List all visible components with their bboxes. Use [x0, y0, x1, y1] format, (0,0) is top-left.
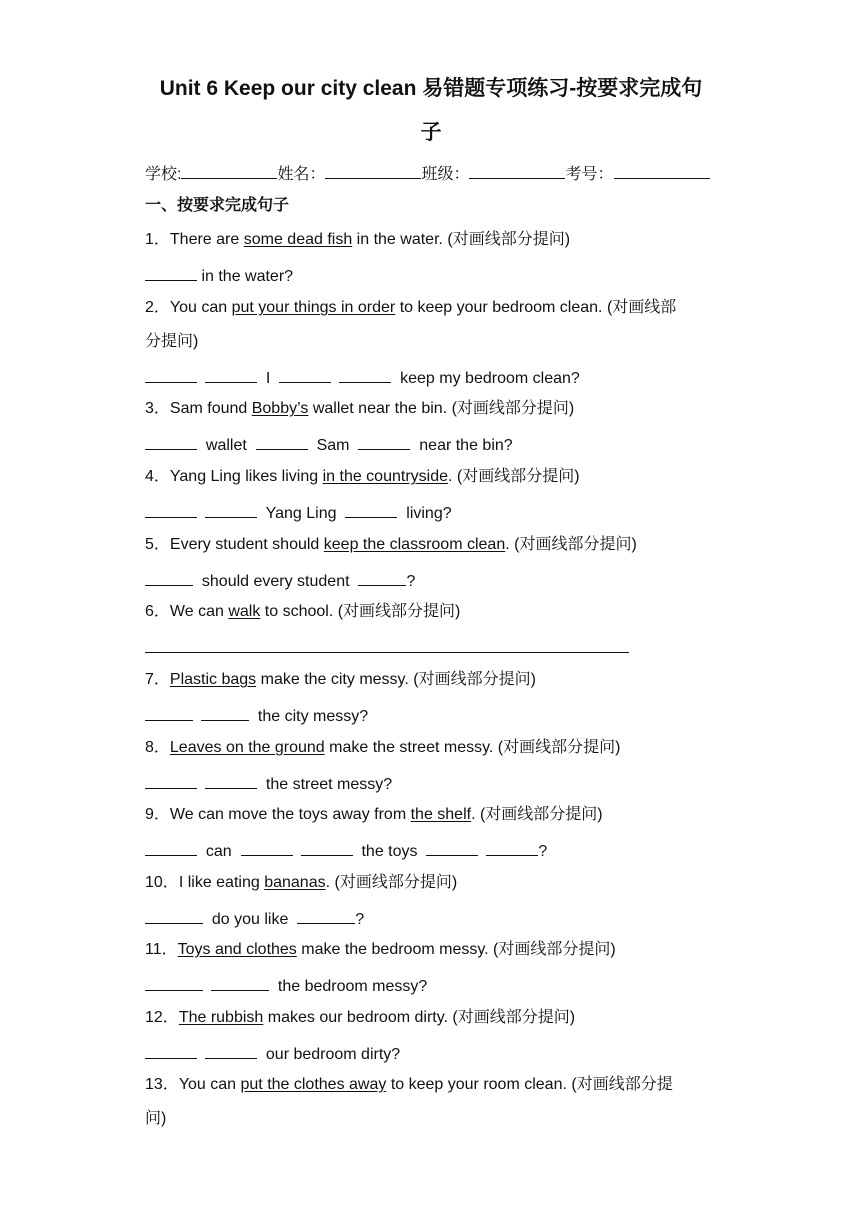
underlined-phrase: Leaves on the ground	[169, 739, 325, 756]
question-6: 6．We can walk to school. (对画线部分提问)	[145, 603, 461, 620]
question-instruction: (对画线部分提问)	[497, 739, 621, 756]
underlined-phrase: some dead fish	[243, 231, 353, 248]
answer-4: Yang Ling living?	[145, 503, 452, 522]
question-instruction: (对画线部分提问)	[413, 671, 536, 688]
underlined-phrase: bananas	[264, 874, 326, 891]
underlined-phrase: Toys and clothes	[177, 941, 297, 958]
question-instruction: (对画线部分提问)	[337, 603, 461, 620]
answer-blank[interactable]	[297, 909, 355, 924]
answer-blank[interactable]	[145, 774, 197, 789]
answer-blank[interactable]	[211, 976, 269, 991]
question-instruction: (对画线部分提问)	[447, 231, 571, 248]
name-blank[interactable]	[325, 164, 421, 179]
answer-8: the street messy?	[145, 774, 392, 793]
answer-blank[interactable]	[205, 368, 257, 383]
underlined-phrase: put your things in order	[231, 299, 396, 316]
question-instruction: (对画线部分提问)	[456, 468, 580, 485]
underlined-phrase: in the countryside	[322, 468, 448, 485]
underlined-phrase: keep the classroom clean	[323, 536, 506, 553]
underlined-phrase: the shelf	[410, 806, 472, 823]
answer-12: our bedroom dirty?	[145, 1044, 400, 1063]
answer-1: in the water?	[145, 266, 293, 285]
answer-blank[interactable]	[205, 1044, 257, 1059]
exam-no-blank[interactable]	[614, 164, 710, 179]
answer-blank[interactable]	[301, 841, 353, 856]
answer-blank[interactable]	[145, 435, 197, 450]
answer-2: I keep my bedroom clean?	[145, 368, 580, 387]
answer-5: should every student ?	[145, 571, 415, 590]
answer-blank[interactable]	[145, 1044, 197, 1059]
section-heading: 一、按要求完成句子	[145, 197, 290, 214]
page-title: Unit 6 Keep our city clean 易错题专项练习-按要求完成句	[159, 77, 703, 100]
question-instruction: (对画线部分提问)	[452, 1009, 576, 1026]
answer-blank[interactable]	[256, 435, 308, 450]
answer-9: can the toys ?	[145, 841, 547, 860]
answer-blank[interactable]	[279, 368, 331, 383]
school-label: 学校:	[145, 166, 182, 183]
question-13: 13．You can put the clothes away to keep your room clean. (对画线部分提	[145, 1076, 673, 1093]
answer-7: the city messy?	[145, 706, 368, 725]
answer-blank[interactable]	[205, 503, 257, 518]
answer-6-line[interactable]	[145, 652, 629, 653]
answer-10: do you like ?	[145, 909, 364, 928]
answer-blank[interactable]	[145, 503, 197, 518]
question-instruction: (对画线部分提问)	[479, 806, 603, 823]
question-5: 5．Every student should keep the classroom clean. (对画线部分提问)	[145, 536, 637, 553]
answer-blank[interactable]	[426, 841, 478, 856]
question-4: 4．Yang Ling likes living in the countryside. (对画线部分提问)	[145, 468, 580, 485]
answer-blank[interactable]	[345, 503, 397, 518]
answer-blank[interactable]	[339, 368, 391, 383]
question-instruction: (对画线部	[606, 299, 677, 316]
question-instruction: (对画线部分提问)	[493, 941, 616, 958]
page-title-continued: 子	[420, 121, 442, 144]
answer-blank[interactable]	[486, 841, 538, 856]
question-12: 12．The rubbish makes our bedroom dirty. (对画线部分提问)	[145, 1009, 576, 1026]
answer-blank[interactable]	[145, 976, 203, 991]
question-2-continued: 分提问)	[145, 333, 199, 350]
exam-no-label: 考号：	[565, 166, 614, 183]
question-1: 1．There are some dead fish in the water. (对画线部分提问)	[145, 231, 571, 248]
question-7: 7．Plastic bags make the city messy. (对画线部分提问)	[145, 671, 536, 688]
answer-blank[interactable]	[358, 571, 406, 586]
underlined-phrase: Plastic bags	[169, 671, 257, 688]
question-10: 10．I like eating bananas. (对画线部分提问)	[145, 874, 458, 891]
answer-blank[interactable]	[358, 435, 410, 450]
answer-blank[interactable]	[145, 706, 193, 721]
question-9: 9．We can move the toys away from the shelf. (对画线部分提问)	[145, 806, 603, 823]
answer-3: wallet Sam near the bin?	[145, 435, 513, 454]
question-instruction: (对画线部分提问)	[334, 874, 458, 891]
question-13-continued: 问)	[145, 1110, 167, 1127]
question-instruction: (对画线部分提	[571, 1076, 673, 1093]
underlined-phrase: Bobby’s	[251, 400, 309, 417]
class-label: 班级：	[421, 166, 470, 183]
question-instruction: (对画线部分提问)	[451, 400, 575, 417]
student-info-row	[145, 164, 710, 183]
underlined-phrase: walk	[228, 603, 261, 620]
answer-blank[interactable]	[205, 774, 257, 789]
question-11: 11．Toys and clothes make the bedroom messy. (对画线部分提问)	[145, 941, 616, 958]
question-2: 2．You can put your things in order to keep your bedroom clean. (对画线部	[145, 299, 677, 316]
underlined-phrase: put the clothes away	[240, 1076, 387, 1093]
class-blank[interactable]	[469, 164, 565, 179]
answer-blank[interactable]	[241, 841, 293, 856]
question-instruction: (对画线部分提问)	[514, 536, 637, 553]
question-3: 3．Sam found Bobby’s wallet near the bin. (对画线部分提问)	[145, 400, 575, 417]
underlined-phrase: The rubbish	[178, 1009, 264, 1026]
school-blank[interactable]	[181, 164, 277, 179]
answer-blank[interactable]	[145, 841, 197, 856]
answer-blank[interactable]	[201, 706, 249, 721]
answer-blank[interactable]	[145, 571, 193, 586]
answer-blank[interactable]	[145, 368, 197, 383]
answer-11: the bedroom messy?	[145, 976, 427, 995]
answer-blank[interactable]	[145, 909, 203, 924]
answer-blank[interactable]	[145, 266, 197, 281]
question-8: 8．Leaves on the ground make the street messy. (对画线部分提问)	[145, 739, 621, 756]
name-label: 姓名：	[277, 166, 326, 183]
